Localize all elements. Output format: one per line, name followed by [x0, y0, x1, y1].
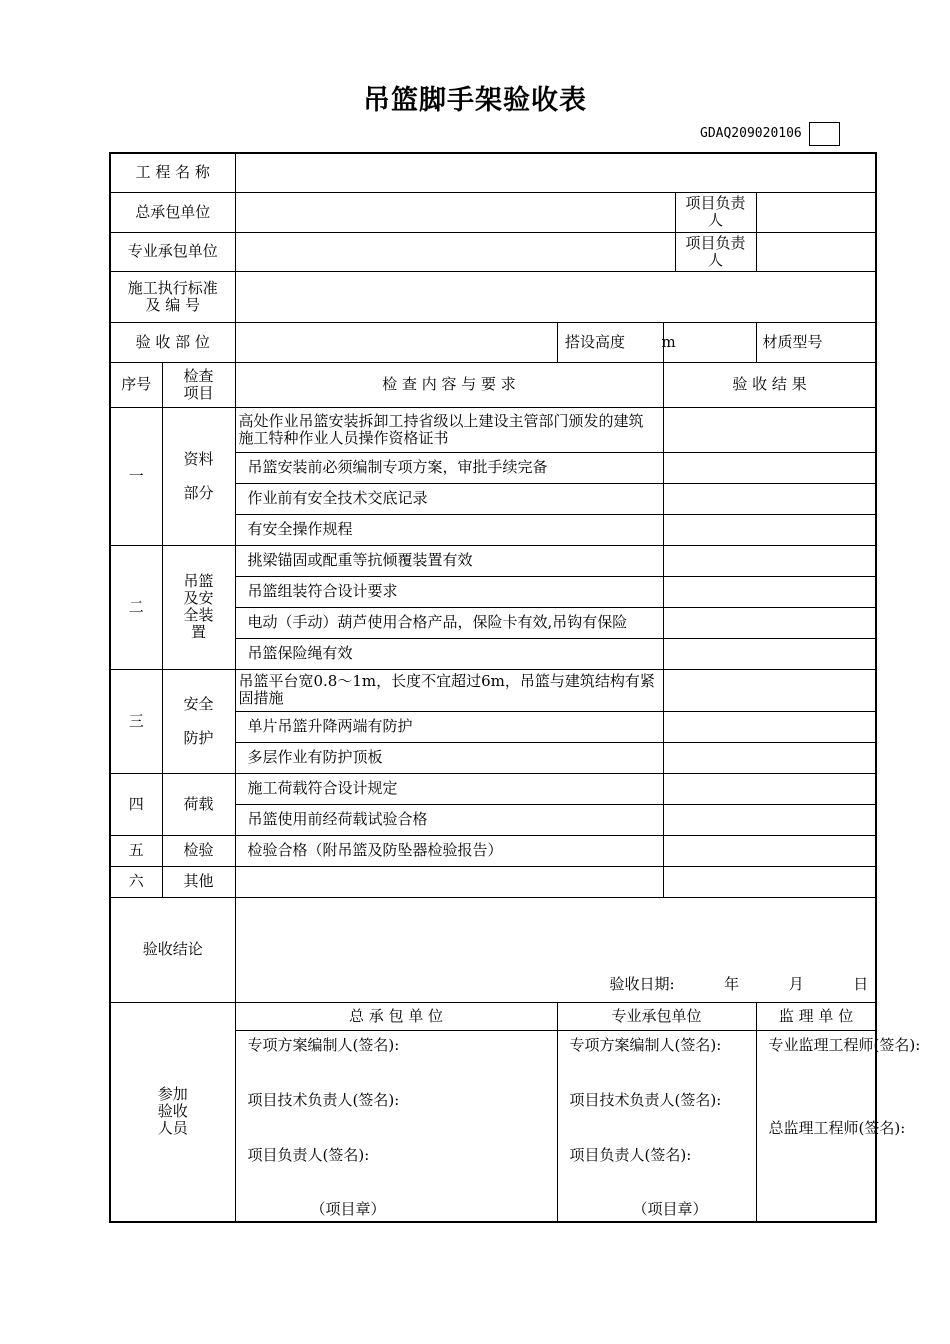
acceptance-form: [109, 152, 921, 1223]
check-row-content: 作业前有安全技术交底记录: [235, 483, 663, 514]
page-title: 吊篮脚手架验收表: [363, 85, 587, 116]
check-row-content: 挑梁锚固或配重等抗倾覆装置有效: [235, 545, 663, 576]
check-row-result[interactable]: [663, 835, 876, 866]
general-signatures: [235, 1030, 557, 1222]
height-label: 搭设高度: [557, 322, 663, 362]
check-row-result[interactable]: [663, 407, 876, 452]
check-row-content: 施工荷载符合设计规定: [235, 773, 663, 804]
material-label: 材质型号: [762, 332, 823, 351]
check-row-result[interactable]: [663, 452, 876, 483]
check-row-content: 多层作业有防护顶板: [235, 742, 663, 773]
group-item: 荷载: [162, 773, 235, 835]
group-item: 安全 防护: [162, 669, 235, 773]
col-seq: 序号: [110, 362, 162, 407]
general-manager-field[interactable]: [756, 192, 876, 232]
unit-m: m: [661, 332, 676, 351]
check-row-content[interactable]: [235, 866, 663, 897]
group-seq: 四: [110, 773, 162, 835]
check-row-result[interactable]: [663, 804, 876, 835]
sign-project-lead[interactable]: 项目负责人(签名):: [569, 1145, 692, 1164]
group-seq: 一: [110, 407, 162, 545]
sign-scheme-author[interactable]: 专项方案编制人(签名):: [247, 1035, 400, 1054]
check-row-result[interactable]: [663, 866, 876, 897]
check-row-result[interactable]: [663, 483, 876, 514]
check-row-result[interactable]: [663, 638, 876, 669]
check-row-result[interactable]: [663, 545, 876, 576]
check-row-result[interactable]: [663, 607, 876, 638]
project-name-field[interactable]: [235, 153, 876, 192]
unit-specialty: 专业承包单位: [557, 1002, 756, 1030]
sign-specialty-supervisor[interactable]: 专业监理工程师(签名):: [768, 1035, 921, 1054]
group-item: 检验: [162, 835, 235, 866]
accept-part-field[interactable]: [235, 322, 557, 362]
check-row-content: 电动（手动）葫芦使用合格产品，保险卡有效,吊钩有保险: [235, 607, 663, 638]
check-row-content: 吊篮组装符合设计要求: [235, 576, 663, 607]
specialty-contractor-label: 专业承包单位: [110, 232, 235, 271]
standard-label: 施工执行标准 及 编 号: [110, 271, 235, 322]
specialty-manager-label: 项目负责人: [675, 232, 756, 271]
acceptance-date: 验收日期: 年 月 日: [609, 974, 869, 993]
conclusion-field[interactable]: [235, 897, 876, 1002]
check-row-content: 吊篮平台宽0.8～1m，长度不宜超过6m，吊篮与建筑结构有紧固措施: [235, 669, 663, 711]
form-code: GDAQ209020106: [700, 126, 802, 141]
check-row-content: 吊篮安装前必须编制专项方案，审批手续完备: [235, 452, 663, 483]
height-field[interactable]: [663, 322, 756, 362]
supervisor-signatures: [756, 1030, 921, 1222]
general-manager-label: 项目负责人: [675, 192, 756, 232]
sign-chief-supervisor[interactable]: 总监理工程师(签名):: [768, 1118, 906, 1137]
general-contractor-field[interactable]: [235, 192, 675, 232]
group-seq: 三: [110, 669, 162, 773]
unit-supervisor: 监 理 单 位: [756, 1002, 876, 1030]
unit-general: 总 承 包 单 位: [235, 1002, 557, 1030]
col-content: 检 查 内 容 与 要 求: [235, 362, 663, 407]
check-row-content: 有安全操作规程: [235, 514, 663, 545]
sign-project-lead[interactable]: 项目负责人(签名):: [247, 1145, 370, 1164]
sign-scheme-author[interactable]: 专项方案编制人(签名):: [569, 1035, 722, 1054]
check-row-content: 单片吊篮升降两端有防护: [235, 711, 663, 742]
project-seal: （项目章）: [632, 1199, 708, 1218]
check-row-content: 检验合格（附吊篮及防坠器检验报告）: [235, 835, 663, 866]
accept-part-label: 验 收 部 位: [110, 322, 235, 362]
group-seq: 五: [110, 835, 162, 866]
check-row-content: 吊篮使用前经荷载试验合格: [235, 804, 663, 835]
specialty-manager-field[interactable]: [756, 232, 876, 271]
check-row-result[interactable]: [663, 742, 876, 773]
project-seal: （项目章）: [310, 1199, 386, 1218]
specialty-contractor-field[interactable]: [235, 232, 675, 271]
sign-tech-lead[interactable]: 项目技术负责人(签名):: [569, 1090, 722, 1109]
group-seq: 二: [110, 545, 162, 669]
check-row-result[interactable]: [663, 773, 876, 804]
check-row-content: 吊篮保险绳有效: [235, 638, 663, 669]
check-row-result[interactable]: [663, 669, 876, 711]
check-row-result[interactable]: [663, 711, 876, 742]
project-name-label: 工 程 名 称: [110, 153, 235, 192]
check-row-result[interactable]: [663, 514, 876, 545]
participants-label: 参加 验收 人员: [110, 1002, 235, 1222]
sign-tech-lead[interactable]: 项目技术负责人(签名):: [247, 1090, 400, 1109]
group-seq: 六: [110, 866, 162, 897]
general-contractor-label: 总承包单位: [110, 192, 235, 232]
specialty-signatures: [557, 1030, 756, 1222]
group-item: 其他: [162, 866, 235, 897]
check-row-content: 高处作业吊篮安装拆卸工持省级以上建设主管部门颁发的建筑施工特种作业人员操作资格证书: [235, 407, 663, 452]
standard-field[interactable]: [235, 271, 876, 322]
col-result: 验 收 结 果: [663, 362, 876, 407]
code-suffix-box[interactable]: [809, 122, 840, 146]
col-item: 检查 项目: [162, 362, 235, 407]
conclusion-label: 验收结论: [110, 897, 235, 1002]
material-cell[interactable]: [756, 322, 876, 362]
check-row-result[interactable]: [663, 576, 876, 607]
group-item: 吊篮 及安 全装 置: [162, 545, 235, 669]
group-item: 资料 部分: [162, 407, 235, 545]
